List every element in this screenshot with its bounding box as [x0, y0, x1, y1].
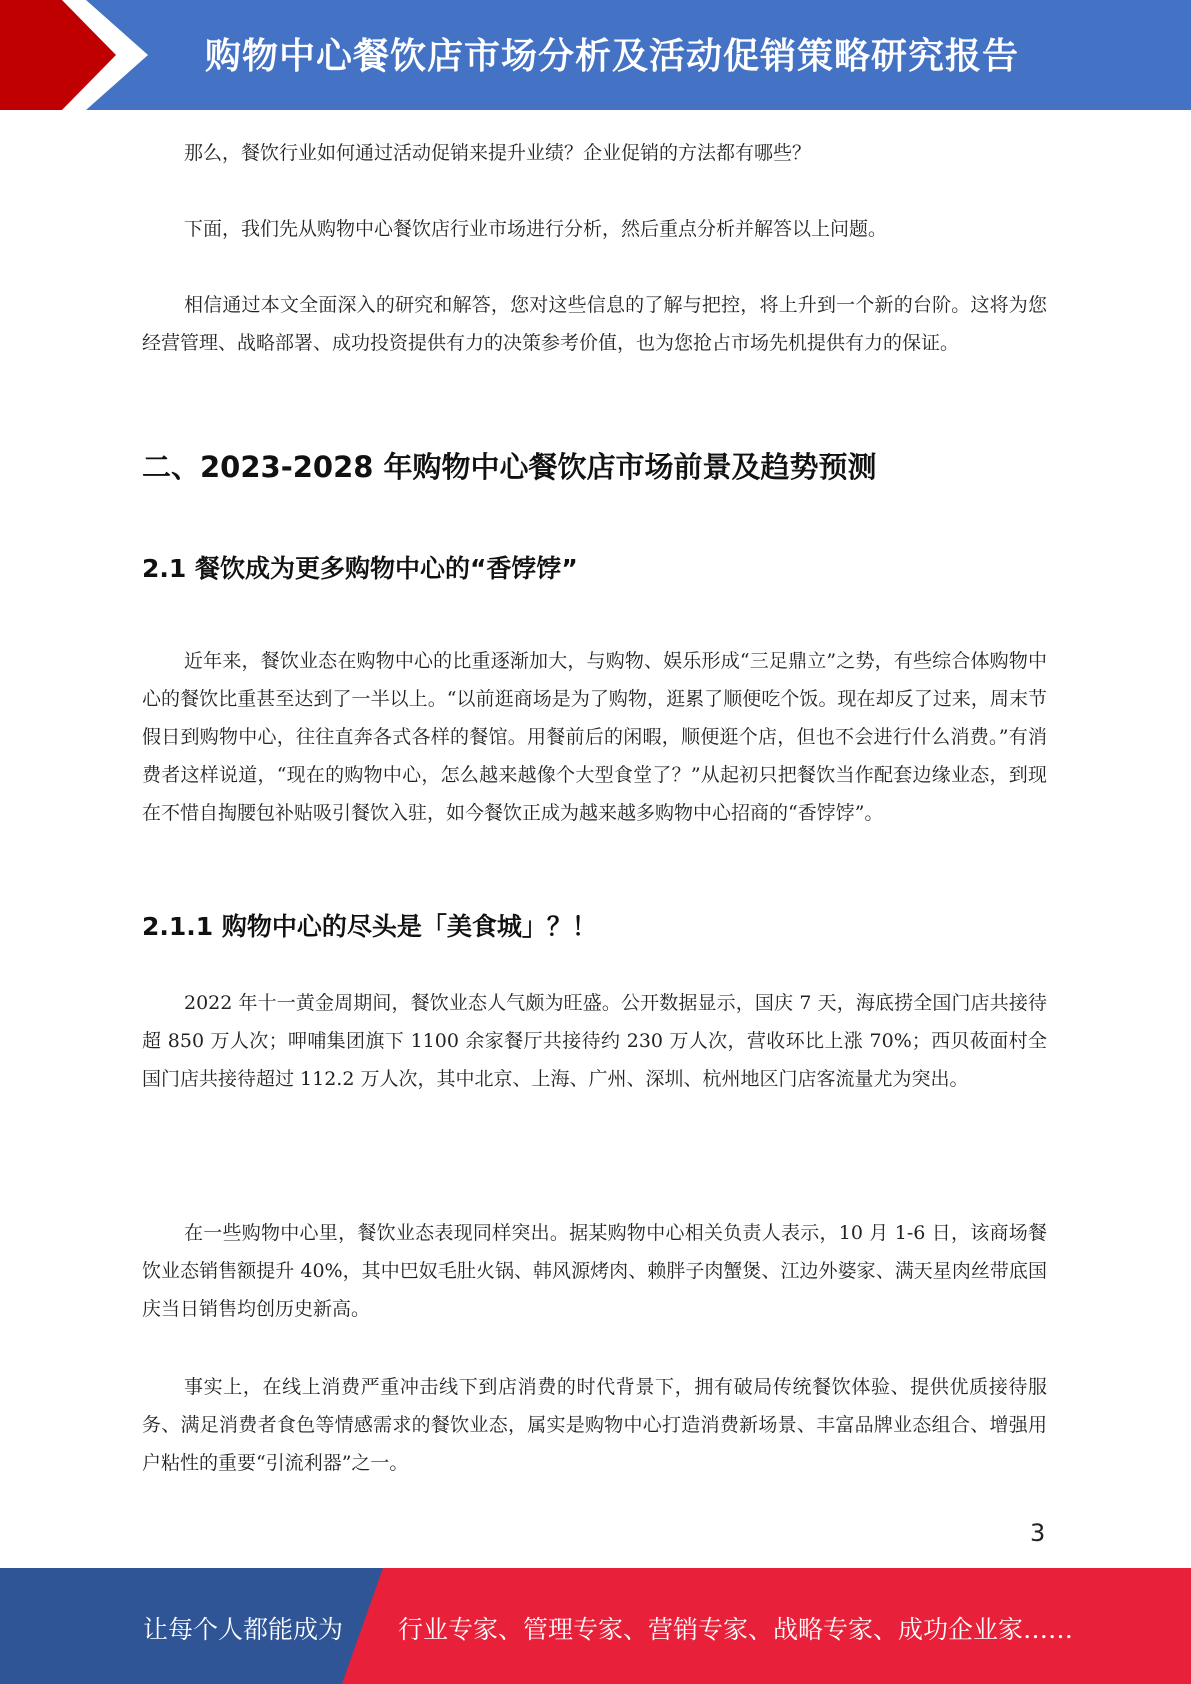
header-band	[0, 0, 1191, 110]
paragraph-intro-plan: 下面，我们先从购物中心餐饮店行业市场进行分析，然后重点分析并解答以上问题。	[184, 218, 888, 240]
paragraph-catering-trend: 近年来，餐饮业态在购物中心的比重逐渐加大，与购物、娱乐形成“三足鼎立”之势，有些综合体购物中心的餐饮比重甚至达到了一半以上。“以前逛商场是为了购物，逛累了顺便吃个饭。现在却反了过来，周末节假日到购物中心，往往直奔各式各样的餐馆。用餐前后的闲暇，顺便逛个店，但也不会进行什么消费。”有消费者这样说道，“现在的购物中心，怎么越来越像个大型食堂了？”从起初只把餐饮当作配套边缘业态，到现在不惜自掏腰包补贴吸引餐饮入驻，如今餐饮正成为越来越多购物中心招商的“香饽饽”。	[142, 650, 1047, 824]
paragraph-conclusion: 事实上，在线上消费严重冲击线下到店消费的时代背景下，拥有破局传统餐饮体验、提供优质接待服务、满足消费者食色等情感需求的餐饮业态，属实是购物中心打造消费新场景、丰富品牌业态组合、增强用户粘性的重要“引流利器”之一。	[142, 1376, 1047, 1474]
paragraph-mall-performance: 在一些购物中心里，餐饮业态表现同样突出。据某购物中心相关负责人表示，10 月 1-6 日，该商场餐饮业态销售额提升 40%，其中巴奴毛肚火锅、韩风源烤肉、赖胖子肉蟹煲、江边外婆家、满天星肉丝带底国庆当日销售均创历史新高。	[142, 1222, 1047, 1320]
paragraph-intro-value: 相信通过本文全面深入的研究和解答，您对这些信息的了解与把控，将上升到一个新的台阶。这将为您经营管理、战略部署、成功投资提供有力的决策参考价值，也为您抢占市场先机提供有力的保证。	[142, 294, 1047, 354]
report-title: 购物中心餐饮店市场分析及活动促销策略研究报告	[205, 36, 1020, 77]
header-arrow-decoration	[0, 0, 160, 110]
page-number: 3	[1030, 1519, 1046, 1547]
subsection-heading-2-1: 2.1 餐饮成为更多购物中心的“香饽饽”	[142, 554, 578, 583]
section-heading: 二、2023-2028 年购物中心餐饮店市场前景及趋势预测	[142, 450, 877, 484]
footer-band	[0, 1568, 1191, 1684]
paragraph-golden-week-data: 2022 年十一黄金周期间，餐饮业态人气颇为旺盛。公开数据显示，国庆 7 天，海底捞全国门店共接待超 850 万人次；呷哺集团旗下 1100 余家餐厅共接待约 230 万人次，营收环比上涨 70%；西贝莜面村全国门店共接待超过 112.2 万人次，其中北京、上海、广州、深圳、杭州地区门店客流量尤为突出。	[142, 992, 1047, 1090]
footer-slogan-left: 让每个人都能成为	[143, 1615, 344, 1644]
subsection-heading-2-1-1: 2.1.1 购物中心的尽头是「美食城」？！	[142, 912, 597, 941]
paragraph-intro-question: 那么，餐饮行业如何通过活动促销来提升业绩？企业促销的方法都有哪些？	[184, 142, 812, 164]
footer-slogan-right: 行业专家、管理专家、营销专家、战略专家、成功企业家……	[398, 1615, 1074, 1644]
